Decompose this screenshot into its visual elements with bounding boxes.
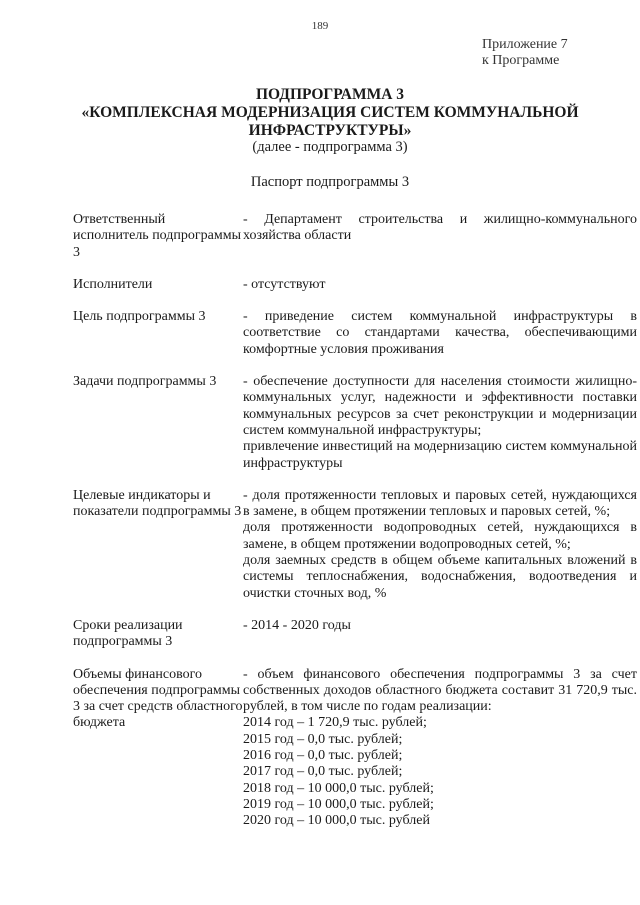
row-value-text: доля заемных средств в общем объеме капитальных вложений в системы теплоснабжения, водоснабжения, водоотведения и очистки сточных вод, % bbox=[243, 553, 637, 601]
heading-line-3: ИНФРАСТРУКТУРЫ» bbox=[248, 122, 412, 139]
row-value-text: - обеспечение доступности для населения стоимости жилищно-коммунальных услуг, надежности и эффективности поставки коммунальных ресурсов за счет реконструкции и модернизации систем коммунальной инфраструктуры; bbox=[243, 374, 637, 438]
row-value bbox=[243, 667, 637, 830]
passport-row-terms bbox=[73, 618, 637, 651]
row-label: Цель подпрограммы 3 bbox=[73, 309, 206, 325]
funding-year-line: 2014 год – 1 720,9 тыс. рублей; bbox=[243, 715, 427, 731]
row-value bbox=[243, 277, 637, 293]
funding-year-line: 2015 год – 0,0 тыс. рублей; bbox=[243, 731, 403, 747]
appendix-line-2: к Программе bbox=[482, 53, 560, 68]
passport-row-executors bbox=[73, 277, 637, 293]
funding-year-line: 2018 год – 10 000,0 тыс. рублей; bbox=[243, 780, 434, 796]
row-label: Ответственный исполнитель подпрограммы 3 bbox=[73, 212, 241, 260]
row-label: Целевые индикаторы и показатели подпрограммы 3 bbox=[73, 487, 242, 520]
document-heading bbox=[60, 86, 600, 140]
row-label: Исполнители bbox=[73, 276, 153, 292]
row-value bbox=[243, 488, 637, 602]
row-label: Объемы финансового обеспечения подпрограммы 3 за счет средств областного бюджета bbox=[73, 666, 243, 731]
passport-row-goal bbox=[73, 309, 637, 358]
row-value-text: - Департамент строительства и жилищно-коммунального хозяйства области bbox=[243, 212, 637, 244]
passport-row-tasks bbox=[73, 374, 637, 472]
row-value-text: - приведение систем коммунальной инфраструктуры в соответствие со стандартами качества, обеспечивающими комфортные условия проживания bbox=[243, 309, 637, 357]
passport-row-funding bbox=[73, 667, 637, 830]
passport-row-indicators bbox=[73, 488, 637, 602]
row-value-text: привлечение инвестиций на модернизацию систем коммунальной инфраструктуры bbox=[243, 439, 637, 471]
row-value bbox=[243, 618, 637, 651]
passport-table bbox=[73, 212, 637, 846]
row-value-text: - доля протяженности тепловых и паровых сетей, нуждающихся в замене, в общем протяжении тепловых и паровых сетей, %; bbox=[243, 487, 637, 520]
row-label: Сроки реализации подпрограммы 3 bbox=[73, 617, 183, 650]
appendix-note bbox=[482, 37, 568, 69]
funding-year-line: 2017 год – 0,0 тыс. рублей; bbox=[243, 764, 403, 780]
funding-year-line: 2016 год – 0,0 тыс. рублей; bbox=[243, 748, 403, 764]
funding-year-line: 2019 год – 10 000,0 тыс. рублей; bbox=[243, 796, 434, 812]
passport-row-responsible bbox=[73, 212, 637, 261]
row-value-text: - 2014 - 2020 годы bbox=[243, 617, 351, 633]
page-number: 189 bbox=[311, 20, 329, 32]
row-value-text: доля протяженности водопроводных сетей, нуждающихся в замене, в общем протяжении водопроводных сетей, %; bbox=[243, 520, 637, 552]
row-value-text: - отсутствуют bbox=[243, 276, 326, 292]
row-value-text: - объем финансового обеспечения подпрограммы 3 за счет собственных доходов областного бюджета составит 31 720,9 тыс. рублей, в том числе по годам реализации: bbox=[243, 666, 637, 715]
row-value bbox=[243, 212, 637, 261]
heading-line-2: «КОМПЛЕКСНАЯ МОДЕРНИЗАЦИЯ СИСТЕМ КОММУНАЛЬНОЙ bbox=[81, 104, 579, 121]
funding-year-line: 2020 год – 10 000,0 тыс. рублей bbox=[243, 813, 430, 829]
row-value bbox=[243, 309, 637, 358]
appendix-line-1: Приложение 7 bbox=[482, 37, 568, 52]
row-value bbox=[243, 374, 637, 472]
row-label: Задачи подпрограммы 3 bbox=[73, 374, 217, 390]
subheading: (далее - подпрограмма 3) bbox=[252, 139, 408, 155]
heading-line-1: ПОДПРОГРАММА 3 bbox=[255, 86, 405, 103]
passport-title: Паспорт подпрограммы 3 bbox=[250, 174, 410, 190]
